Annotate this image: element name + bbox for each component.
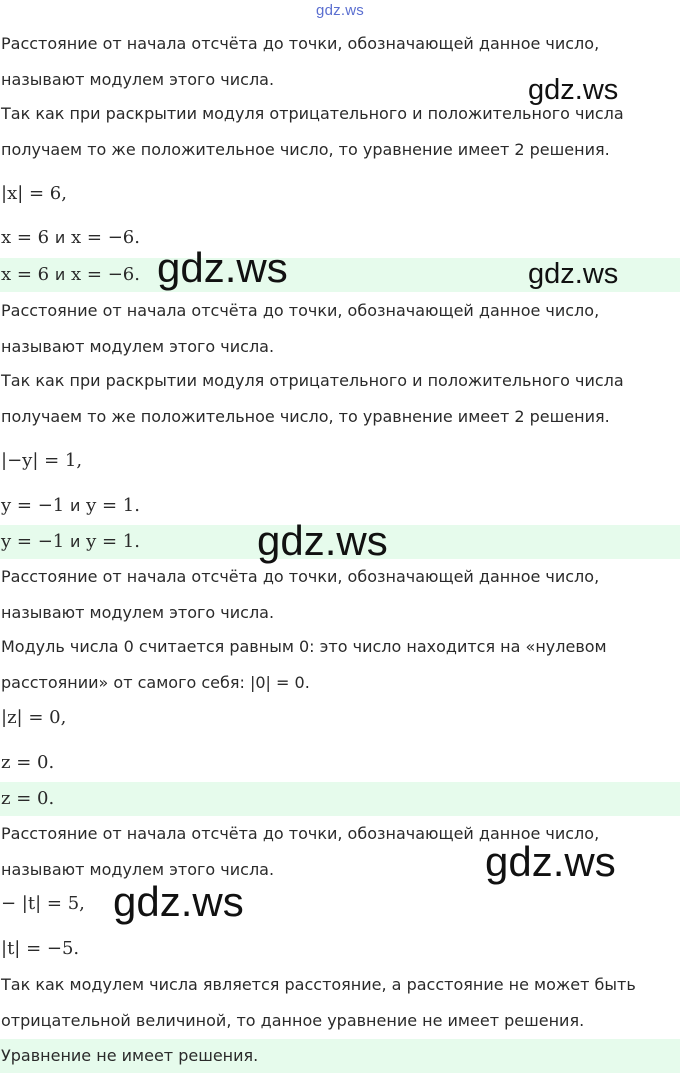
conjunction: и xyxy=(54,228,66,247)
equation-line: − |t| = 5, xyxy=(1,893,85,914)
watermark: gdz.ws xyxy=(113,878,244,925)
explanation-line: называют модулем этого числа. xyxy=(1,337,275,356)
explanation-line: расстоянии» от самого себя: |0| = 0. xyxy=(1,673,310,692)
roots-line xyxy=(0,221,680,255)
equation-line: |−y| = 1, xyxy=(1,450,83,471)
explanation-line: называют модулем этого числа. xyxy=(1,603,275,622)
root-b: x = −6. xyxy=(71,227,140,248)
explanation-line: Расстояние от начала отсчёта до точки, обозначающей данное число, xyxy=(1,567,600,586)
conjunction: и xyxy=(69,532,81,551)
explanation-line: отрицательной величиной, то данное уравнение не имеет решения. xyxy=(1,1011,585,1030)
explanation-line: Так как модулем числа является расстояние, а расстояние не может быть xyxy=(1,975,636,994)
answer-line: Уравнение не имеет решения. xyxy=(0,1039,680,1073)
explanation-line: получаем то же положительное число, то уравнение имеет 2 решения. xyxy=(1,407,610,426)
explanation-line: называют модулем этого числа. xyxy=(1,70,275,89)
site-header[interactable]: gdz.ws xyxy=(316,2,364,19)
watermark: gdz.ws xyxy=(485,838,616,885)
equation-line: |z| = 0, xyxy=(1,707,67,728)
conjunction: и xyxy=(54,265,66,284)
equation-line: |x| = 6, xyxy=(1,183,67,204)
conjunction: и xyxy=(69,496,81,515)
explanation-line: называют модулем этого числа. xyxy=(1,860,275,879)
answer-root-b: y = 1. xyxy=(86,531,140,552)
explanation-line: Расстояние от начала отсчёта до точки, обозначающей данное число, xyxy=(1,824,600,843)
explanation-line: получаем то же положительное число, то уравнение имеет 2 решения. xyxy=(1,140,610,159)
root-a: x = 6 xyxy=(1,227,50,248)
root-a: y = −1 xyxy=(1,495,65,516)
watermark: gdz.ws xyxy=(257,517,388,564)
explanation-line: Расстояние от начала отсчёта до точки, обозначающей данное число, xyxy=(1,301,600,320)
watermark: gdz.ws xyxy=(157,244,288,291)
answer-line: z = 0. xyxy=(0,782,680,816)
answer-root-a: x = 6 xyxy=(1,264,50,285)
explanation-line: Так как при раскрытии модуля отрицательного и положительного числа xyxy=(1,371,624,390)
explanation-line: Расстояние от начала отсчёта до точки, обозначающей данное число, xyxy=(1,34,600,53)
root-b: y = 1. xyxy=(86,495,140,516)
watermark: gdz.ws xyxy=(528,258,619,290)
equation-line: |t| = −5. xyxy=(1,938,80,959)
watermark: gdz.ws xyxy=(528,74,619,106)
root-line: z = 0. xyxy=(1,752,55,773)
answer-root-a: y = −1 xyxy=(1,531,65,552)
explanation-line: Модуль числа 0 считается равным 0: это число находится на «нулевом xyxy=(1,637,607,656)
explanation-line: Так как при раскрытии модуля отрицательного и положительного числа xyxy=(1,104,624,123)
answer-root-b: x = −6. xyxy=(71,264,140,285)
